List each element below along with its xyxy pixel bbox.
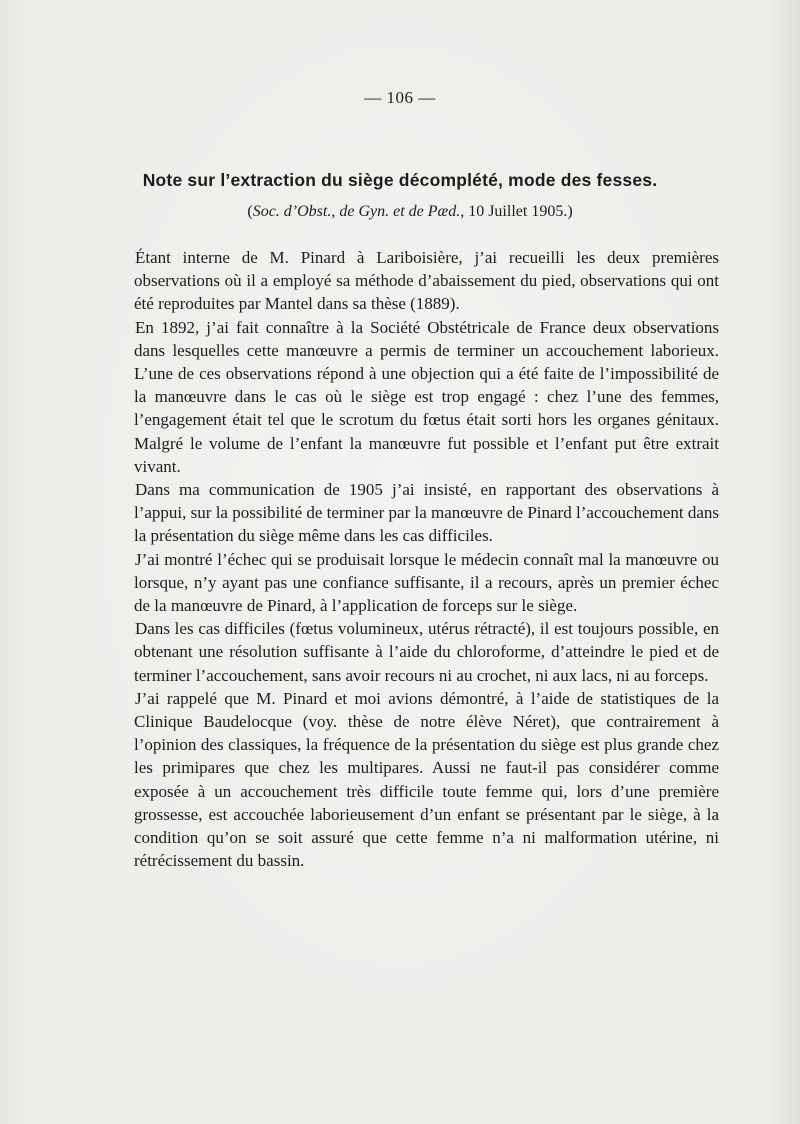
paragraph-6: J’ai rappelé que M. Pinard et moi avions démontré, à l’aide de statistiques de la Clinique Baudelocque (voy. thèse de notre élève Néret), que contrairement à l’opinion des classiques, la fréquence de la présentation du siège est plus grande chez les primipares que chez les multipares. Aussi ne faut-il pas considérer comme exposée à un accouchement très difficile toute femme qui, lors d’une première grossesse, est accouchée laborieusement d’un enfant se présentant par le siège, à la condition qu’on se soit assuré que cette femme n’a ni malformation utérine, ni rétrécissement du bassin. [134,688,719,871]
paragraph-3: Dans ma communication de 1905 j’ai insisté, en rapportant des observations à l’appui, sur la possibilité de terminer par la manœuvre de Pinard l’accouchement dans la présentation du siège même dans les cas difficiles. [134,480,719,546]
citation-date: , 10 Juillet 1905.) [460,203,573,220]
citation-journal: Soc. d’Obst., de Gyn. et de Pæd. [252,203,461,220]
citation-open: ( [247,203,253,220]
body-text [134,246,719,872]
paragraph-4: J’ai montré l’échec qui se produisait lorsque le médecin connaît mal la manœuvre ou lorsque, n’y ayant pas une confiance suffisante, il a recours, après un premier échec de la manœuvre de Pinard, à l’application de forceps sur le siège. [134,549,719,616]
article-title: Note sur l’extraction du siège décomplété, mode des fesses. [142,170,658,190]
citation [200,203,620,221]
paragraph-1: Étant interne de M. Pinard à Lariboisière, j’ai recueilli les deux premières observations où il a employé sa méthode d’abaissement du pied, observations qui ont été reproduites par Mantel dans sa thèse (1889). [134,248,719,314]
page-number: — 106 — [364,88,436,107]
paragraph-2: En 1892, j’ai fait connaître à la Société Obstétricale de France deux observations dans lesquelles cette manœuvre a permis de terminer un accouchement laborieux. L’une de ces observations répond à une objection qui a été faite de l’impossibilité de la manœuvre dans le cas où le siège est trop engagé : chez l’une des femmes, l’engagement était tel que le scrotum du fœtus était sorti hors les organes génitaux. Malgré le volume de l’enfant la manœuvre fut possible et l’enfant put être extrait vivant. [134,317,719,476]
paragraph-5: Dans les cas difficiles (fœtus volumineux, utérus rétracté), il est toujours possible, en obtenant une résolution suffisante à l’aide du chloroforme, d’atteindre le pied et de terminer l’accouchement, sans avoir recours ni au crochet, ni aux lacs, ni au forceps. [134,619,719,685]
